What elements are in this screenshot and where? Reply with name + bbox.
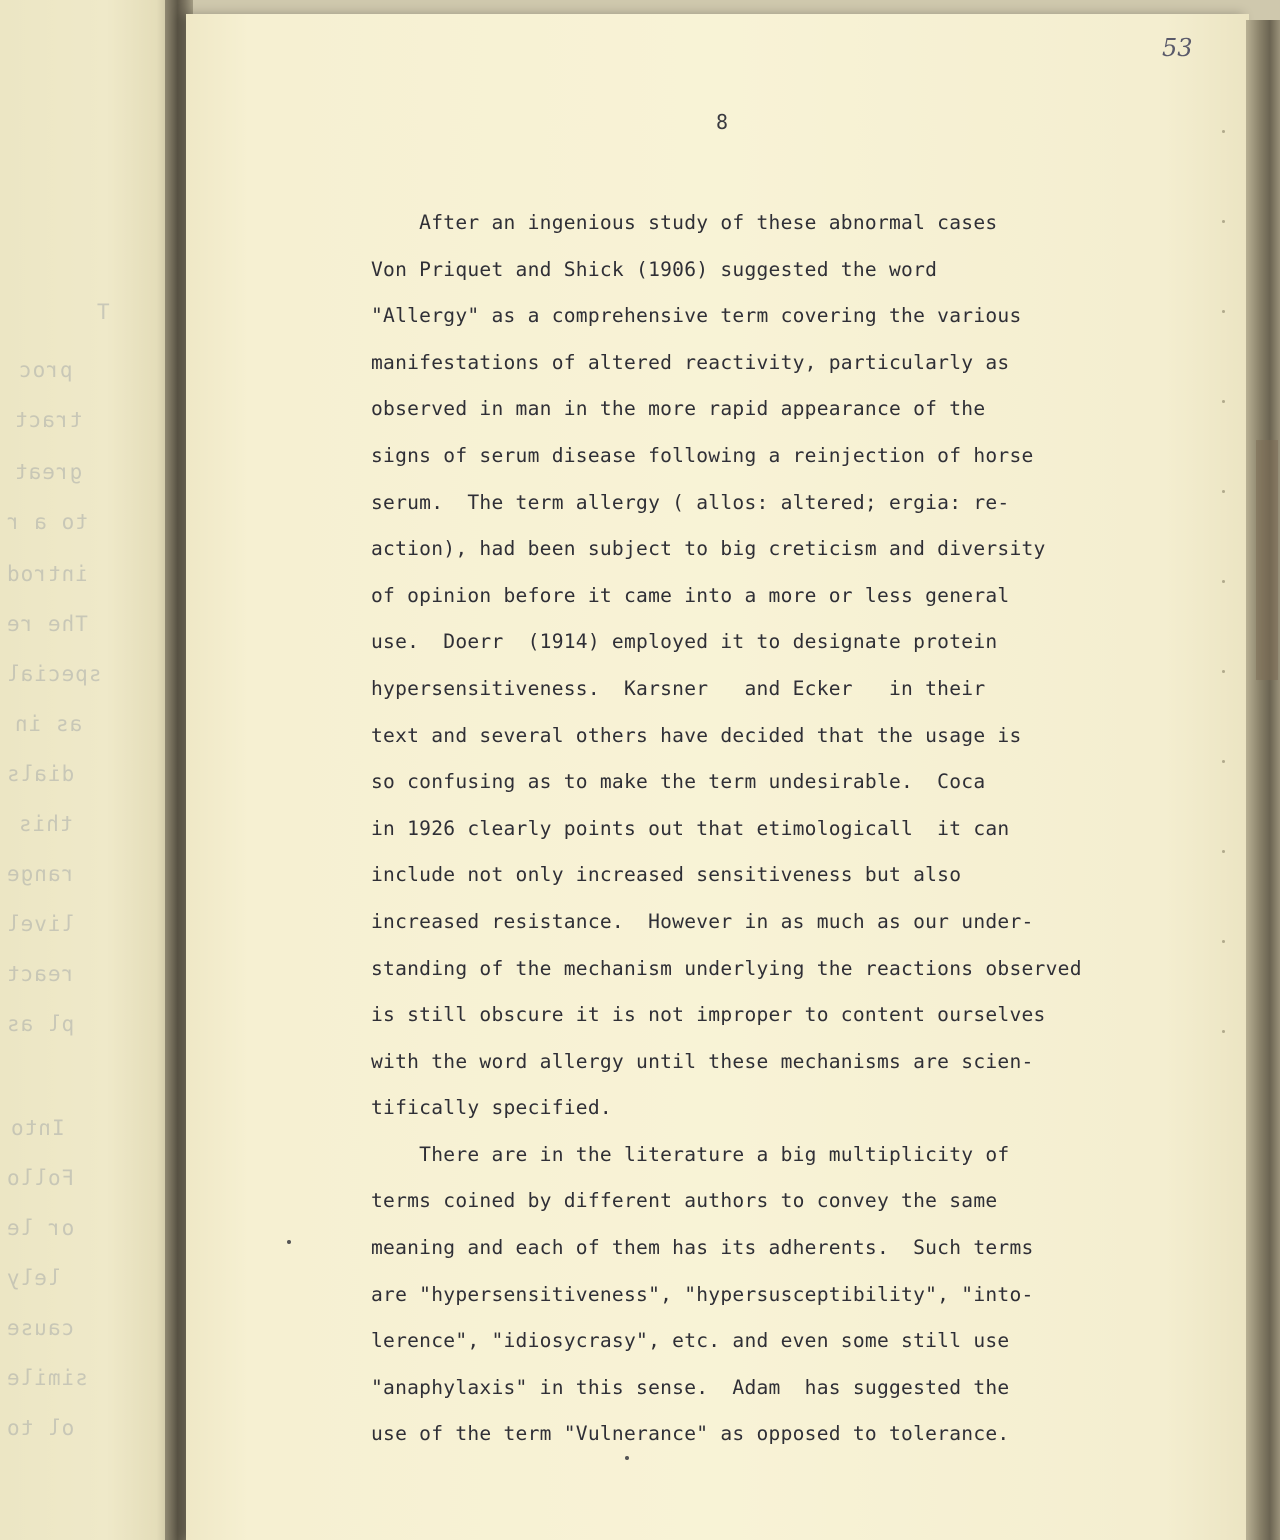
bleed-line: pl as <box>6 1012 75 1036</box>
text-line: standing of the mechanism underlying the reactions observed <box>371 956 1082 980</box>
pin-hole <box>1222 670 1225 673</box>
bleed-line: The re <box>6 612 88 636</box>
text-line: use of the term "Vulnerance" as opposed to tolerance. <box>371 1422 1010 1446</box>
text-line: serum. The term allergy ( allos: altered; ergia: re- <box>371 490 1010 514</box>
bleed-line: range <box>6 862 75 886</box>
text-line: in 1926 clearly points out that etimologicall it can <box>371 816 1010 840</box>
bleed-line: lely <box>6 1266 61 1290</box>
bleed-line: cause <box>6 1316 75 1340</box>
bleed-through-text <box>0 0 178 1540</box>
folio-number: 53 <box>1162 34 1193 62</box>
stray-mark <box>287 1240 291 1244</box>
text-line: action), had been subject to big creticism and diversity <box>371 537 1046 561</box>
text-line: hypersensitiveness. Karsner and Ecker in their <box>371 676 986 700</box>
page-number: 8 <box>716 110 729 134</box>
text-line: with the word allergy until these mechanisms are scien- <box>371 1049 1034 1073</box>
bleed-line: simile <box>6 1366 88 1390</box>
text-line: lerence", "idiosycrasy", etc. and even some still use <box>371 1329 1010 1353</box>
bleed-line: to a r <box>6 510 88 534</box>
pin-hole <box>1222 760 1225 763</box>
pin-hole <box>1222 490 1225 493</box>
bleed-line: as in <box>14 712 83 736</box>
page-stack-edge <box>1246 20 1280 1540</box>
text-line: "anaphylaxis" in this sense. Adam has suggested the <box>371 1375 1010 1399</box>
bleed-line: great <box>14 460 83 484</box>
pin-hole <box>1222 400 1225 403</box>
text-line: increased resistance. However in as much as our under- <box>371 909 1034 933</box>
bleed-line: react <box>6 962 75 986</box>
text-line: There are in the literature a big multiplicity of <box>371 1142 1010 1166</box>
left-facing-page <box>0 0 178 1540</box>
text-line: manifestations of altered reactivity, particularly as <box>371 350 1010 374</box>
text-line: tifically specified. <box>371 1096 612 1120</box>
bleed-line: this <box>18 812 73 836</box>
bleed-line: livel <box>6 912 75 936</box>
pin-hole <box>1222 130 1225 133</box>
stray-mark <box>625 1456 629 1460</box>
pin-hole <box>1222 310 1225 313</box>
text-line: "Allergy" as a comprehensive term covering the various <box>371 304 1022 328</box>
bleed-line: proc <box>18 358 73 382</box>
pin-hole <box>1222 940 1225 943</box>
text-line: of opinion before it came into a more or less general <box>371 583 1010 607</box>
bleed-line: introd <box>6 562 88 586</box>
bleed-line: special <box>6 662 102 686</box>
text-line: signs of serum disease following a reinjection of horse <box>371 443 1034 467</box>
pin-hole <box>1222 1030 1225 1033</box>
text-line: observed in man in the more rapid appearance of the <box>371 397 986 421</box>
bleed-line: ol to <box>6 1416 75 1440</box>
paragraph <box>371 1132 1191 1458</box>
bleed-line: Into <box>10 1116 65 1140</box>
body-text <box>371 200 1191 1458</box>
text-line: so confusing as to make the term undesirable. Coca <box>371 770 986 794</box>
pin-hole <box>1222 220 1225 223</box>
bleed-line: tract <box>14 408 83 432</box>
text-line: After an ingenious study of these abnormal cases <box>371 211 998 234</box>
text-line: is still obscure it is not improper to content ourselves <box>371 1003 1046 1027</box>
text-line: text and several others have decided that the usage is <box>371 723 1022 747</box>
text-line: terms coined by different authors to convey the same <box>371 1189 998 1213</box>
text-line: include not only increased sensitiveness but also <box>371 863 962 887</box>
bleed-line: or le <box>6 1216 75 1240</box>
bleed-line: T <box>96 300 110 324</box>
text-line: Von Priquet and Shick (1906) suggested the word <box>371 257 938 281</box>
torn-tab <box>1256 440 1278 680</box>
text-line: use. Doerr (1914) employed it to designate protein <box>371 630 998 654</box>
bleed-line: dials <box>6 762 75 786</box>
text-line: meaning and each of them has its adherents. Such terms <box>371 1236 1034 1260</box>
pin-hole <box>1222 580 1225 583</box>
bleed-line: Follo <box>6 1166 75 1190</box>
pin-hole <box>1222 850 1225 853</box>
text-line: are "hypersensitiveness", "hypersusceptibility", "into- <box>371 1282 1034 1306</box>
paragraph <box>371 200 1191 1132</box>
